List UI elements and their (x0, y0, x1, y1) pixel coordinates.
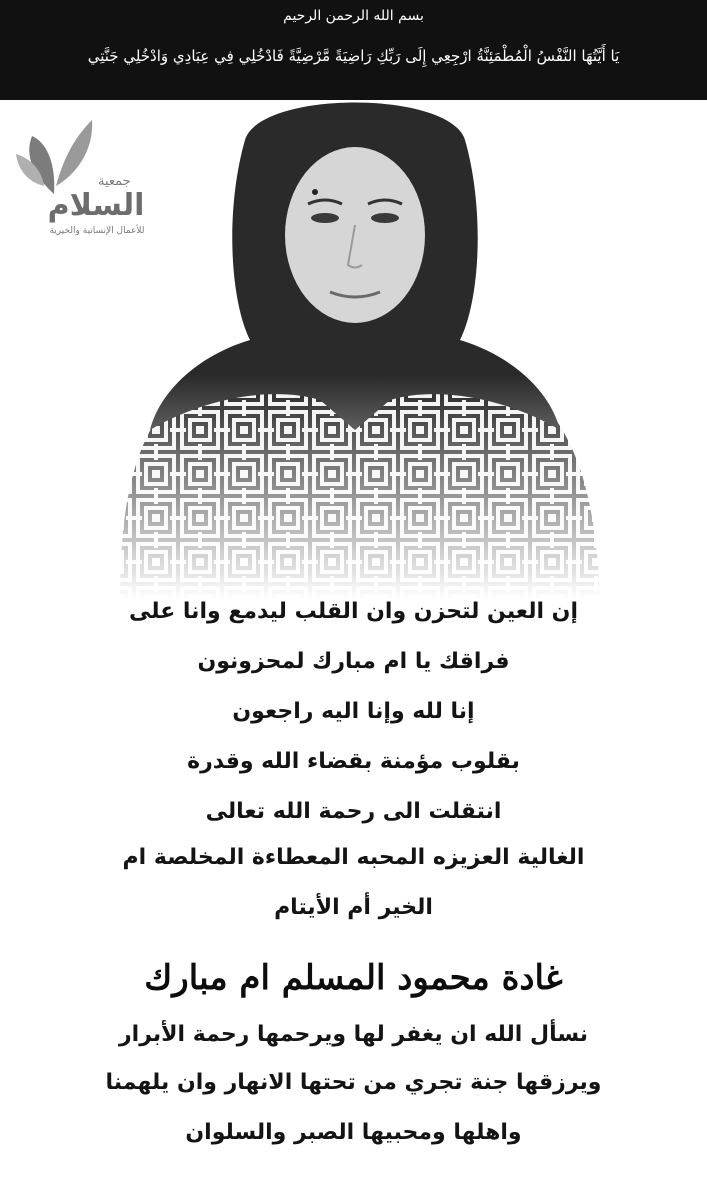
portrait-photo (90, 100, 620, 600)
logo-tagline: للأعمال الإنسانية والخيرية (49, 226, 145, 236)
logo-association-word: جمعية (98, 174, 131, 189)
deceased-name: غادة محمود المسلم ام مبارك (144, 958, 563, 998)
notice-line: انتقلت الى رحمة الله تعالى (205, 799, 502, 824)
portrait-illustration (90, 100, 620, 600)
header-banner (0, 0, 707, 100)
notice-line: إن العين لتحزن وان القلب ليدمع وانا على (129, 599, 578, 624)
notice-line: الغالية العزيزه المحبه المعطاءة المخلصة ام (122, 845, 585, 870)
notice-line: بقلوب مؤمنة بقضاء الله وقدرة (187, 749, 520, 774)
notice-line: إنا لله وإنا اليه راجعون (232, 699, 475, 724)
logo-name: السلام (47, 188, 145, 223)
notice-line: الخير أم الأيتام (274, 895, 433, 920)
prayer-line: ويرزقها جنة تجري من تحتها الانهار وان يلهمنا (105, 1070, 602, 1095)
prayer-line: واهلها ومحبيها الصبر والسلوان (185, 1120, 522, 1145)
leaves-icon (14, 116, 94, 196)
quran-verse: يَا أَيَّتُهَا النَّفْسُ الْمُطْمَئِنَّةُ ارْجِعِي إِلَى رَبِّكِ رَاضِيَةً مَّرْضِيَّةً فَادْخُلِي فِي عِبَادِي وَادْخُلِي جَنَّتِي (87, 47, 620, 65)
association-logo (12, 116, 152, 246)
notice-line: فراقك يا ام مبارك لمحزونون (197, 649, 510, 674)
basmala: بسم الله الرحمن الرحيم (283, 8, 424, 24)
prayer-line: نسأل الله ان يغفر لها ويرحمها رحمة الأبرار (119, 1022, 588, 1047)
